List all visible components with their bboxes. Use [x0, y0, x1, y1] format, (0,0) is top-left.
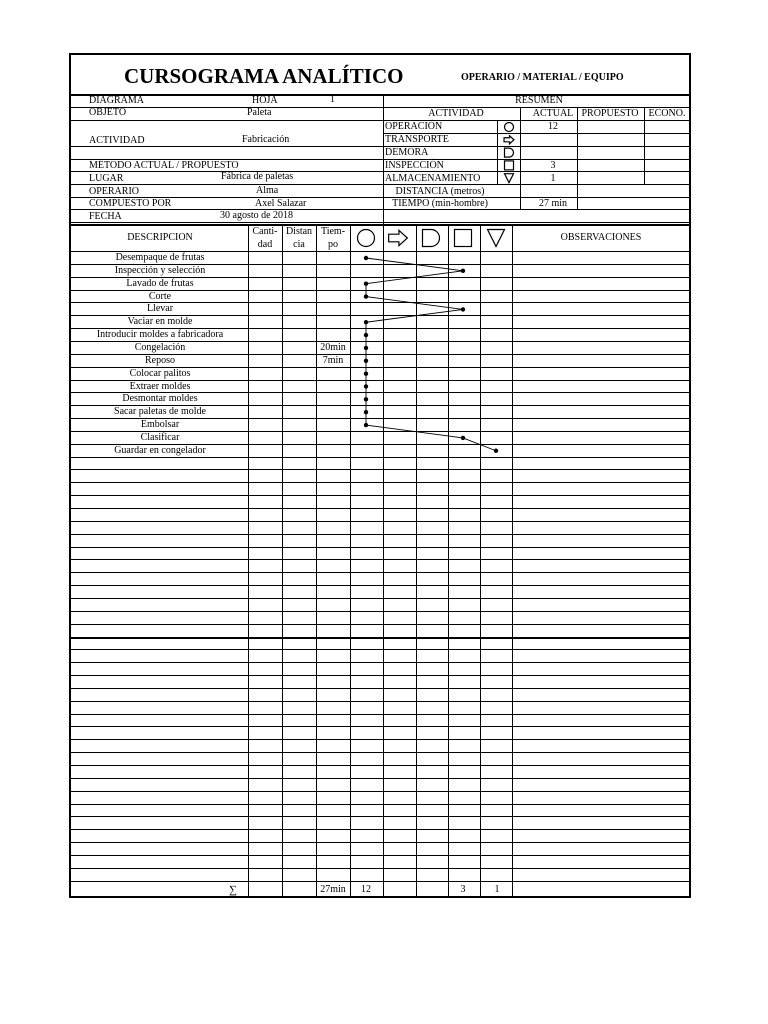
step-description: Desmontar moldes — [122, 393, 198, 405]
resumen-title: RESUMEN — [515, 95, 563, 106]
flow-point — [364, 346, 368, 350]
resumen-actual-header: ACTUAL — [532, 108, 574, 119]
distancia-header-line2: cia — [293, 239, 305, 250]
resumen-actual-almacenamiento: 1 — [550, 173, 556, 184]
totals-almacenamiento: 1 — [494, 884, 500, 895]
compuesto-label: COMPUESTO POR — [89, 198, 172, 209]
flow-point — [461, 436, 465, 440]
step-description: Llevar — [146, 303, 174, 315]
objeto-label: OBJETO — [89, 107, 127, 118]
operario-value: Alma — [256, 185, 279, 196]
lugar-value: Fábrica de paletas — [221, 171, 294, 182]
step-description: Guardar en congelador — [114, 444, 206, 456]
cantidad-header-line2: dad — [257, 239, 273, 250]
flow-point — [364, 371, 368, 375]
step-description: Reposo — [145, 354, 175, 366]
cantidad-header-line1: Canti- — [252, 226, 278, 237]
flow-point — [364, 320, 368, 324]
tiempo-header-line2: po — [328, 239, 338, 250]
resumen-tiempo-value: 27 min — [538, 198, 568, 209]
flow-line — [366, 258, 496, 451]
delay-d-icon — [505, 148, 514, 157]
actividad-label: ACTIVIDAD — [89, 135, 145, 146]
fecha-value: 30 agosto de 2018 — [220, 210, 294, 221]
step-tiempo: 7min — [322, 354, 344, 366]
resumen-actual-operacion: 12 — [548, 121, 558, 132]
descripcion-header: DESCRIPCION — [127, 232, 193, 243]
arrow-icon — [389, 230, 408, 245]
circle-icon — [358, 230, 375, 247]
resumen-tiempo-label: TIEMPO (min-hombre) — [392, 198, 488, 209]
totals-tiempo: 27min — [320, 884, 346, 895]
circle-icon — [505, 123, 514, 132]
flow-point — [364, 423, 368, 427]
flow-point — [364, 294, 368, 298]
resumen-distancia-label: DISTANCIA (metros) — [395, 186, 485, 197]
objeto-value: Paleta — [247, 107, 272, 118]
flow-point — [364, 333, 368, 337]
step-description: Corte — [148, 290, 172, 302]
flow-point — [494, 449, 498, 453]
lugar-label: LUGAR — [89, 173, 124, 184]
step-description: Congelación — [134, 341, 186, 353]
resumen-actividad-header: ACTIVIDAD — [428, 108, 484, 119]
triangle-icon — [488, 230, 505, 247]
fecha-label: FECHA — [89, 211, 122, 222]
totals-operacion: 12 — [361, 884, 371, 895]
totals-sigma: ∑ — [229, 884, 237, 896]
step-description: Clasificar — [140, 431, 180, 443]
compuesto-value: Axel Salazar — [255, 198, 307, 209]
arrow-icon — [504, 136, 514, 144]
step-description: Lavado de frutas — [126, 277, 194, 289]
flow-point — [364, 397, 368, 401]
step-description: Extraer moldes — [129, 380, 191, 392]
flow-point — [364, 256, 368, 260]
resumen-label-almacenamiento: ALMACENAMIENTO — [385, 173, 481, 184]
metodo-label: MÉTODO ACTUAL / PROPUESTO — [89, 160, 239, 171]
triangle-icon — [505, 174, 514, 183]
step-description: Inspección y selección — [114, 264, 206, 276]
flow-point — [364, 410, 368, 414]
page-title: CURSOGRAMA ANALÍTICO — [124, 64, 404, 88]
resumen-label-demora: DEMORA — [385, 147, 429, 158]
square-icon — [505, 161, 514, 170]
page-subtitle: OPERARIO / MATERIAL / EQUIPO — [461, 72, 624, 83]
flow-point — [461, 269, 465, 273]
diagrama-label: DIAGRAMA — [89, 95, 144, 106]
flow-point — [364, 282, 368, 286]
step-description: Desempaque de frutas — [115, 252, 205, 263]
flow-point — [364, 384, 368, 388]
step-description: Embolsar — [140, 419, 180, 431]
actividad-value: Fabricación — [242, 134, 290, 145]
resumen-label-transporte: TRANSPORTE — [385, 134, 449, 145]
step-description: Colocar palitos — [129, 367, 191, 379]
flow-point — [364, 359, 368, 363]
operario-label: OPERARIO — [89, 186, 140, 197]
hoja-value: 1 — [330, 94, 335, 105]
totals-inspeccion: 3 — [460, 884, 466, 895]
resumen-label-inspeccion: INSPECCIÓN — [385, 160, 444, 171]
flow-point — [461, 307, 465, 311]
delay-d-icon — [423, 230, 440, 247]
hoja-label: HOJA — [252, 95, 278, 106]
observaciones-header: OBSERVACIONES — [560, 232, 642, 243]
step-description: Introducir moldes a fabricadora — [96, 329, 224, 341]
resumen-econ-header: ECONO. — [648, 108, 686, 119]
distancia-header-line1: Distan — [285, 226, 313, 237]
step-tiempo: 20min — [320, 341, 346, 353]
resumen-actual-inspeccion: 3 — [550, 160, 556, 171]
resumen-label-operacion: OPERACIÓN — [385, 121, 443, 132]
resumen-propuesto-header: PROPUESTO — [581, 108, 639, 119]
step-description: Sacar paletas de molde — [114, 406, 206, 418]
step-description: Vaciar en molde — [127, 316, 193, 328]
square-icon — [455, 230, 472, 247]
tiempo-header-line1: Tiem- — [320, 226, 346, 237]
